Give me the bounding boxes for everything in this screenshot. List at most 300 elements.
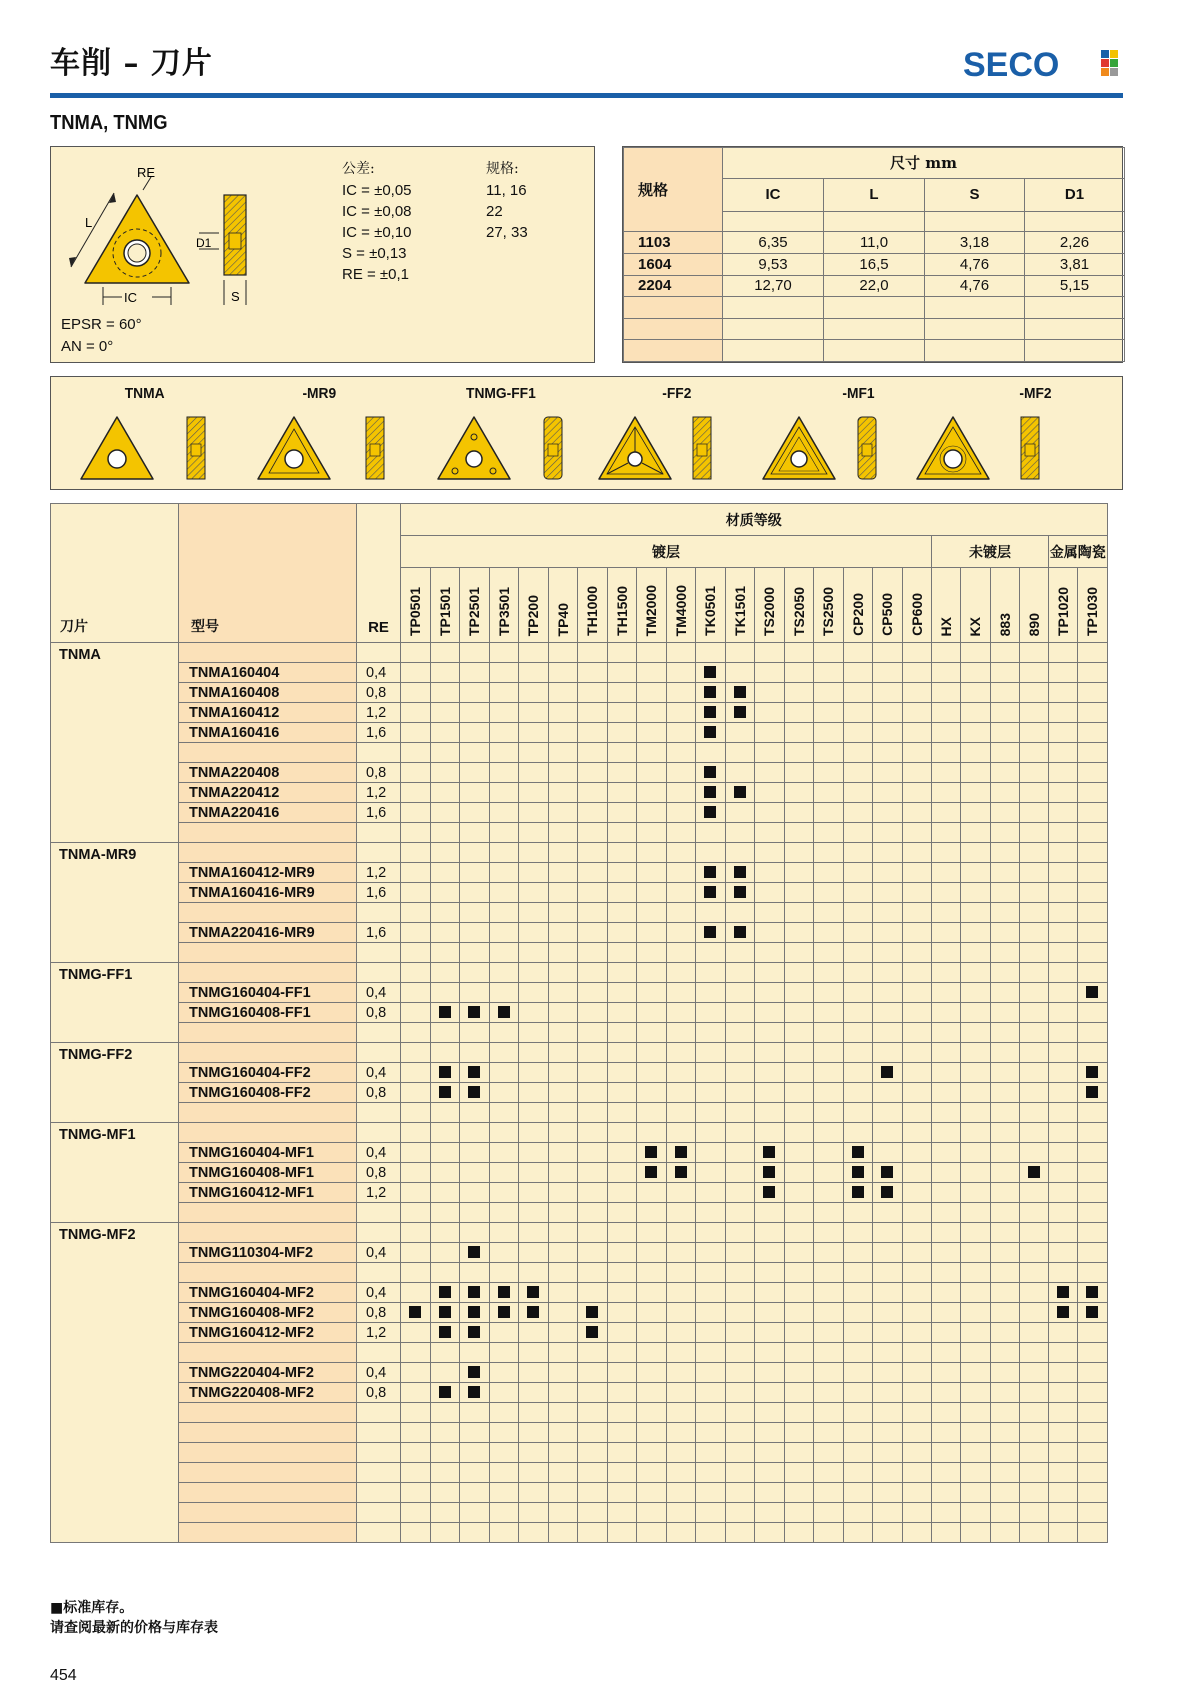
grade-cell — [1049, 1043, 1078, 1063]
grade-cell — [873, 643, 903, 663]
grade-cell — [401, 943, 431, 963]
grade-cell — [902, 903, 932, 923]
grade-cell — [489, 1503, 519, 1523]
grade-cell — [961, 1423, 990, 1443]
stock-mark — [645, 1146, 657, 1158]
grade-cell — [696, 883, 726, 903]
grade-cell — [401, 663, 431, 683]
grade-cell — [519, 663, 549, 683]
grade-cell — [460, 843, 490, 863]
grade-cell — [519, 803, 549, 823]
grade-cell — [902, 963, 932, 983]
grade-cell — [637, 1523, 667, 1543]
grade-cell — [784, 863, 814, 883]
grade-cell — [637, 1003, 667, 1023]
grade-cell — [401, 963, 431, 983]
grade-cell — [666, 943, 696, 963]
dimension-value: 4,76 — [925, 253, 1025, 275]
grade-cell — [873, 943, 903, 963]
grade-cell — [607, 1383, 637, 1403]
grade-cell — [755, 1343, 785, 1363]
grade-cell — [578, 823, 608, 843]
stock-mark — [645, 1166, 657, 1178]
grade-cell — [666, 1363, 696, 1383]
grade-cell — [1049, 1283, 1078, 1303]
grade-cell — [1019, 1503, 1048, 1523]
grade-cell — [902, 943, 932, 963]
grade-cell — [548, 1323, 578, 1343]
price-note: 请查阅最新的价格与库存表 — [50, 1620, 218, 1636]
grade-cell — [637, 1083, 667, 1103]
grade-cell — [725, 1203, 755, 1223]
grade-cell — [1019, 1243, 1048, 1263]
grade-cell — [696, 1363, 726, 1383]
grade-cell — [902, 1143, 932, 1163]
grade-cell — [489, 1223, 519, 1243]
grade-cell — [902, 1383, 932, 1403]
grade-cell — [637, 703, 667, 723]
grade-cell — [637, 1383, 667, 1403]
grade-cell — [873, 1483, 903, 1503]
grade-column-header — [784, 568, 814, 643]
grade-cell — [489, 1263, 519, 1283]
size-cell — [624, 340, 723, 362]
grade-cell — [1019, 1523, 1048, 1543]
grade-cell — [843, 923, 873, 943]
dimension-value — [925, 318, 1025, 340]
grade-cell — [990, 1103, 1019, 1123]
grade-cell — [843, 1223, 873, 1243]
re-cell: 0,8 — [357, 1163, 401, 1183]
grade-cell — [430, 783, 460, 803]
grade-cell — [460, 1483, 490, 1503]
re-cell: 1,2 — [357, 703, 401, 723]
grade-label: 883 — [996, 612, 1013, 636]
grade-cell — [902, 1183, 932, 1203]
grade-cell — [666, 1103, 696, 1123]
grade-cell — [460, 1143, 490, 1163]
grade-cell — [725, 843, 755, 863]
grade-cell — [932, 1463, 961, 1483]
re-cell — [357, 1423, 401, 1443]
re-cell — [357, 1443, 401, 1463]
grade-cell — [932, 943, 961, 963]
grade-cell — [696, 1403, 726, 1423]
grade-cell — [843, 1503, 873, 1523]
grade-cell — [902, 843, 932, 863]
grade-cell — [430, 1063, 460, 1083]
grade-column-header — [932, 568, 961, 643]
grade-cell — [460, 683, 490, 703]
grade-cell — [696, 1463, 726, 1483]
grade-cell — [843, 1283, 873, 1303]
grade-cell — [607, 743, 637, 763]
grade-cell — [460, 1263, 490, 1283]
grade-cell — [519, 1163, 549, 1183]
grade-cell — [401, 783, 431, 803]
grade-cell — [961, 1123, 990, 1143]
stock-mark — [704, 686, 716, 698]
col-ic: IC — [723, 178, 824, 211]
grade-cell — [430, 1483, 460, 1503]
grade-cell — [784, 1503, 814, 1523]
grade-cell — [902, 1323, 932, 1343]
grade-cell — [430, 1283, 460, 1303]
dimension-value: 11,0 — [824, 232, 925, 254]
grade-cell — [696, 663, 726, 683]
grade-column-header — [1078, 568, 1107, 643]
grade-cell — [460, 1283, 490, 1303]
grade-cell — [607, 823, 637, 843]
grade-cell — [932, 1203, 961, 1223]
grade-cell — [1019, 1183, 1048, 1203]
re-cell — [357, 903, 401, 923]
grade-cell — [784, 683, 814, 703]
re-cell: 0,4 — [357, 1283, 401, 1303]
grade-cell — [489, 663, 519, 683]
dimension-value — [925, 297, 1025, 319]
grade-cell — [1078, 1303, 1107, 1323]
grade-cell — [1019, 723, 1048, 743]
grade-cell — [1049, 943, 1078, 963]
grade-cell — [725, 703, 755, 723]
grade-cell — [460, 863, 490, 883]
grade-cell — [990, 723, 1019, 743]
grade-cell — [932, 663, 961, 683]
grade-cell — [430, 743, 460, 763]
grade-cell — [401, 1423, 431, 1443]
grade-column-header — [696, 568, 726, 643]
grade-cell — [1019, 1223, 1048, 1243]
grade-cell — [607, 1363, 637, 1383]
grade-cell — [990, 1523, 1019, 1543]
grade-cell — [725, 1323, 755, 1343]
grade-cell — [578, 663, 608, 683]
grade-cell — [637, 643, 667, 663]
grade-cell — [1078, 743, 1107, 763]
grade-cell — [990, 1223, 1019, 1243]
grade-cell — [430, 983, 460, 1003]
grade-cell — [1078, 1323, 1107, 1343]
grade-cell — [1078, 1283, 1107, 1303]
grade-row — [51, 663, 1108, 683]
model-cell: TNMA220412 — [179, 783, 357, 803]
grade-cell — [489, 1403, 519, 1423]
grade-cell — [548, 803, 578, 823]
grade-cell — [725, 1223, 755, 1243]
grade-cell — [814, 763, 844, 783]
grade-cell — [990, 803, 1019, 823]
grade-cell — [932, 1443, 961, 1463]
grade-cell — [961, 1103, 990, 1123]
grade-cell — [755, 743, 785, 763]
grade-cell — [961, 1163, 990, 1183]
grade-cell — [843, 1143, 873, 1163]
re-cell: 0,4 — [357, 1143, 401, 1163]
grade-cell — [1078, 1363, 1107, 1383]
grade-cell — [607, 1483, 637, 1503]
grade-cell — [519, 1223, 549, 1243]
grade-cell — [814, 843, 844, 863]
grade-cell — [519, 1403, 549, 1423]
grade-cell — [932, 643, 961, 663]
seco-logo — [963, 46, 1123, 82]
grade-cell — [460, 1303, 490, 1323]
grade-cell — [1019, 1143, 1048, 1163]
grade-cell — [578, 963, 608, 983]
stock-mark — [704, 926, 716, 938]
dimension-value: 22,0 — [824, 275, 925, 297]
model-cell — [179, 903, 357, 923]
grade-cell — [666, 1223, 696, 1243]
grade-cell — [666, 1003, 696, 1023]
grade-cell — [932, 703, 961, 723]
grade-cell — [873, 1003, 903, 1023]
grade-cell — [725, 923, 755, 943]
grade-cell — [755, 1283, 785, 1303]
grade-cell — [460, 1443, 490, 1463]
grade-cell — [990, 1443, 1019, 1463]
grade-cell — [990, 1463, 1019, 1483]
grade-cell — [696, 1263, 726, 1283]
model-cell — [179, 1123, 357, 1143]
grade-group-header: 材质等级 — [401, 504, 1108, 536]
grade-cell — [932, 1003, 961, 1023]
re-cell — [357, 843, 401, 863]
size-header: 规格: — [486, 161, 519, 177]
grade-cell — [637, 963, 667, 983]
grade-cell — [814, 1463, 844, 1483]
grade-cell — [814, 703, 844, 723]
stock-mark — [881, 1166, 893, 1178]
grade-cell — [873, 923, 903, 943]
grade-cell — [755, 723, 785, 743]
grade-cell — [696, 1243, 726, 1263]
grade-cell — [843, 1463, 873, 1483]
model-column-header: 型号 — [179, 504, 357, 643]
grade-cell — [961, 1323, 990, 1343]
grade-cell — [990, 923, 1019, 943]
grade-cell — [814, 1383, 844, 1403]
grade-cell — [961, 1523, 990, 1543]
dimension-row — [624, 318, 1125, 340]
grade-cell — [548, 643, 578, 663]
grade-cell — [1049, 883, 1078, 903]
grade-cell — [932, 1483, 961, 1503]
grade-cell — [489, 1163, 519, 1183]
grade-cell — [1078, 923, 1107, 943]
grade-cell — [548, 1123, 578, 1143]
grade-cell — [637, 863, 667, 883]
grade-cell — [548, 963, 578, 983]
dimension-value — [723, 297, 824, 319]
spacer-row — [51, 1023, 1108, 1043]
grade-cell — [1078, 1383, 1107, 1403]
col-s: S — [925, 178, 1025, 211]
grade-cell — [784, 1183, 814, 1203]
grade-cell — [784, 1203, 814, 1223]
grade-label: TM2000 — [643, 584, 660, 636]
grade-cell — [755, 763, 785, 783]
grade-column-header — [961, 568, 990, 643]
stock-mark — [468, 1066, 480, 1078]
grade-cell — [460, 763, 490, 783]
grade-cell — [725, 1163, 755, 1183]
grade-cell — [873, 683, 903, 703]
grade-cell — [607, 1423, 637, 1443]
grade-column-header — [814, 568, 844, 643]
grade-cell — [548, 1183, 578, 1203]
grade-cell — [932, 1103, 961, 1123]
grade-cell — [902, 1043, 932, 1063]
grade-cell — [1049, 983, 1078, 1003]
grade-cell — [814, 643, 844, 663]
grade-cell — [460, 1123, 490, 1143]
model-cell: TNMG160404-FF1 — [179, 983, 357, 1003]
grade-cell — [932, 963, 961, 983]
grade-cell — [637, 783, 667, 803]
grade-cell — [607, 783, 637, 803]
grade-cell — [578, 863, 608, 883]
grade-cell — [460, 903, 490, 923]
grade-cell — [873, 1023, 903, 1043]
grade-cell — [607, 1003, 637, 1023]
grade-cell — [990, 943, 1019, 963]
grade-cell — [607, 1503, 637, 1523]
grades-table — [50, 503, 1108, 1543]
grade-cell — [843, 1343, 873, 1363]
grade-column-header — [401, 568, 431, 643]
stock-mark — [439, 1006, 451, 1018]
grade-cell — [843, 1063, 873, 1083]
grade-cell — [961, 903, 990, 923]
grade-cell — [961, 983, 990, 1003]
grade-cell — [814, 1183, 844, 1203]
grade-cell — [814, 943, 844, 963]
grade-column-header — [1019, 568, 1048, 643]
grade-cell — [578, 1023, 608, 1043]
grade-cell — [489, 1183, 519, 1203]
grade-cell — [401, 703, 431, 723]
grade-cell — [843, 863, 873, 883]
dimension-value — [1025, 340, 1125, 362]
grade-cell — [725, 943, 755, 963]
grade-cell — [696, 843, 726, 863]
grade-cell — [873, 703, 903, 723]
grade-cell — [725, 723, 755, 743]
grade-cell — [843, 643, 873, 663]
grade-cell — [902, 1483, 932, 1503]
grade-cell — [902, 1263, 932, 1283]
grade-cell — [932, 1123, 961, 1143]
grade-cell — [902, 1523, 932, 1543]
grade-cell — [548, 1423, 578, 1443]
grade-cell — [578, 1383, 608, 1403]
model-cell: TNMG160412-MF2 — [179, 1323, 357, 1343]
grade-cell — [430, 1083, 460, 1103]
grade-cell — [755, 663, 785, 683]
mf2-insert-icon — [917, 417, 1039, 479]
grade-cell — [843, 943, 873, 963]
grade-cell — [430, 963, 460, 983]
grade-cell — [725, 1083, 755, 1103]
stock-mark — [1086, 1086, 1098, 1098]
grade-cell — [460, 1423, 490, 1443]
grade-cell — [1019, 883, 1048, 903]
grade-cell — [578, 1123, 608, 1143]
grade-cell — [607, 1303, 637, 1323]
model-cell: TNMG160408-FF2 — [179, 1083, 357, 1103]
re-cell: 1,6 — [357, 803, 401, 823]
grade-cell — [578, 1343, 608, 1363]
grade-column-header — [519, 568, 549, 643]
grade-cell — [961, 1203, 990, 1223]
dimension-value: 6,35 — [723, 232, 824, 254]
grade-cell — [814, 783, 844, 803]
grade-cell — [990, 1503, 1019, 1523]
grade-cell — [1078, 683, 1107, 703]
stock-mark — [1086, 1286, 1098, 1298]
stock-mark — [498, 1306, 510, 1318]
grade-cell — [696, 1383, 726, 1403]
grade-cell — [548, 1143, 578, 1163]
grade-cell — [666, 683, 696, 703]
insert-group-label: TNMG-MF2 — [51, 1223, 179, 1543]
grade-cell — [401, 863, 431, 883]
grade-cell — [843, 1003, 873, 1023]
grade-cell — [401, 1283, 431, 1303]
grade-cell — [843, 1243, 873, 1263]
grade-cell — [814, 983, 844, 1003]
grade-cell — [666, 1063, 696, 1083]
grade-cell — [489, 1123, 519, 1143]
grade-cell — [902, 823, 932, 843]
grade-cell — [1078, 1063, 1107, 1083]
grade-cell — [460, 1403, 490, 1423]
grade-cell — [843, 963, 873, 983]
grade-cell — [666, 1043, 696, 1063]
grade-column-header — [1049, 568, 1078, 643]
grade-cell — [902, 643, 932, 663]
grade-cell — [666, 823, 696, 843]
grade-cell — [666, 1183, 696, 1203]
grade-cell — [873, 1403, 903, 1423]
grade-cell — [873, 763, 903, 783]
grade-cell — [666, 703, 696, 723]
grade-cell — [873, 1463, 903, 1483]
grade-cell — [430, 1403, 460, 1423]
grade-cell — [932, 1343, 961, 1363]
grade-cell — [489, 923, 519, 943]
grade-cell — [696, 783, 726, 803]
grade-cell — [607, 1403, 637, 1423]
grade-cell — [902, 863, 932, 883]
grade-cell — [725, 663, 755, 683]
grade-cell — [489, 1483, 519, 1503]
grade-cell — [489, 1143, 519, 1163]
stock-legend: ■标准库存。 — [50, 1600, 134, 1616]
dimension-value — [925, 340, 1025, 362]
grade-cell — [696, 863, 726, 883]
grade-cell — [932, 723, 961, 743]
grade-cell — [843, 763, 873, 783]
re-cell — [357, 1123, 401, 1143]
grade-cell — [666, 663, 696, 683]
grade-cell — [814, 743, 844, 763]
grade-cell — [961, 943, 990, 963]
grade-cell — [814, 1123, 844, 1143]
stock-mark — [763, 1186, 775, 1198]
